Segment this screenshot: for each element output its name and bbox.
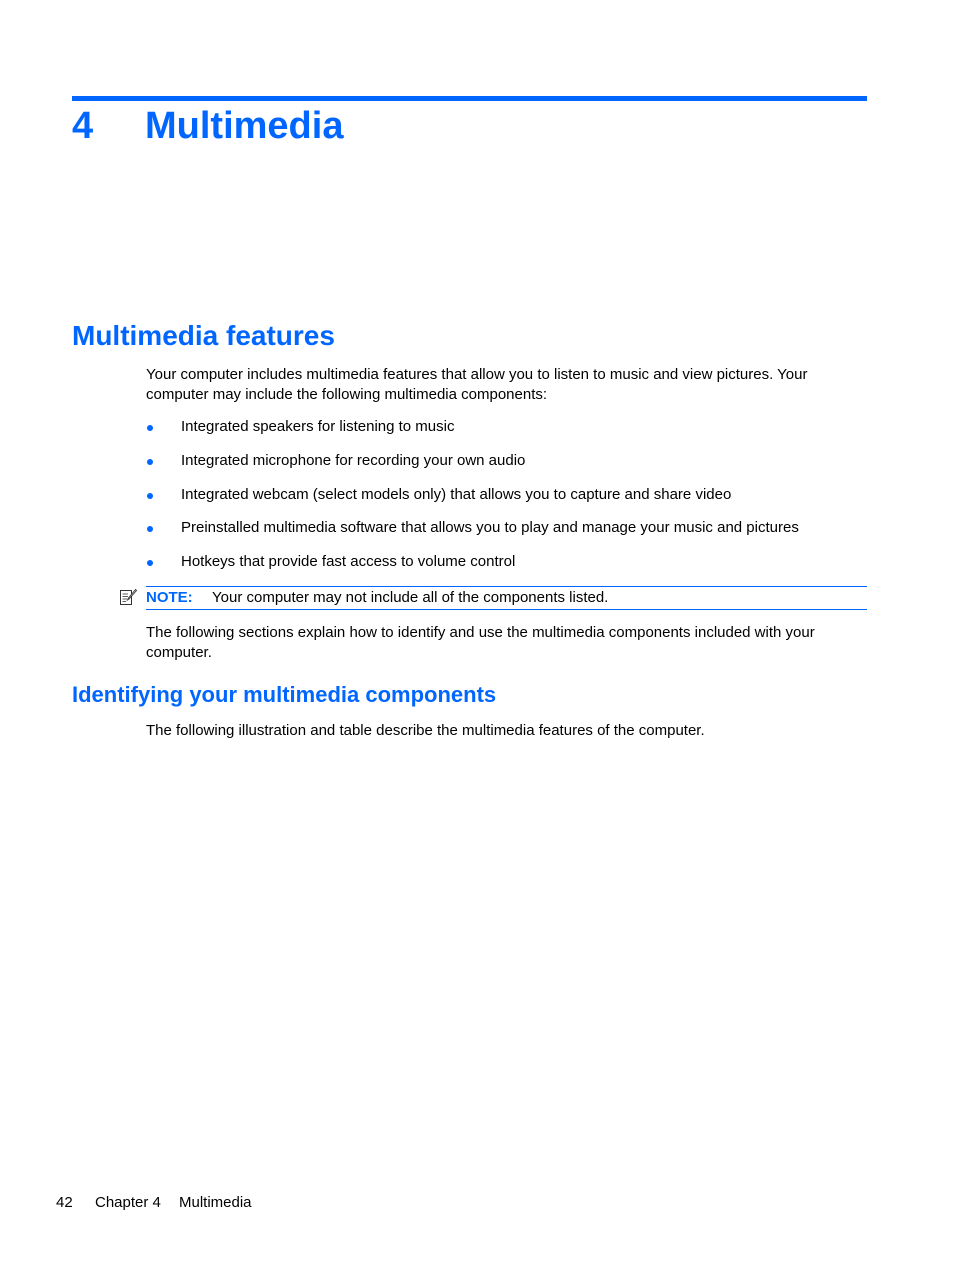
bullet-icon [147, 560, 153, 566]
list-item [146, 417, 868, 451]
subsection-paragraph: The following illustration and table describe the multimedia features of the computer. [146, 722, 705, 739]
page-number: 42 [56, 1194, 73, 1211]
note-pencil-icon [119, 588, 137, 606]
chapter-title: Multimedia [145, 105, 344, 147]
list-item-text: Preinstalled multimedia software that allows you to play and manage your music and pictures [181, 519, 799, 537]
footer-chapter-title: Multimedia [179, 1194, 252, 1211]
list-item-text: Integrated microphone for recording your own audio [181, 451, 526, 469]
footer-chapter-label: Chapter 4 [95, 1194, 161, 1211]
list-item [146, 485, 868, 519]
chapter-number: 4 [72, 105, 94, 147]
bullet-icon [147, 526, 153, 532]
note-text: Your computer may not include all of the components listed. [212, 589, 609, 606]
list-item [146, 518, 868, 552]
bullet-icon [147, 493, 153, 499]
note-callout [146, 586, 867, 610]
subsection-heading: Identifying your multimedia components [72, 682, 497, 707]
bullet-icon [147, 459, 153, 465]
list-item-text: Hotkeys that provide fast access to volume control [181, 553, 516, 570]
list-item [146, 552, 868, 586]
section-heading: Multimedia features [72, 320, 335, 351]
following-paragraph: The following sections explain how to identify and use the multimedia components included with your computer. [146, 624, 815, 661]
intro-paragraph: Your computer includes multimedia features that allow you to listen to music and view pictures. Your computer may include the following multimedia components: [146, 366, 808, 403]
list-item-text: Integrated speakers for listening to music [181, 418, 455, 435]
list-item-text: Integrated webcam (select models only) that allows you to capture and share video [181, 485, 732, 503]
feature-list [146, 417, 868, 586]
note-label: NOTE: [146, 589, 193, 606]
bullet-icon [147, 425, 153, 431]
list-item [146, 451, 868, 485]
